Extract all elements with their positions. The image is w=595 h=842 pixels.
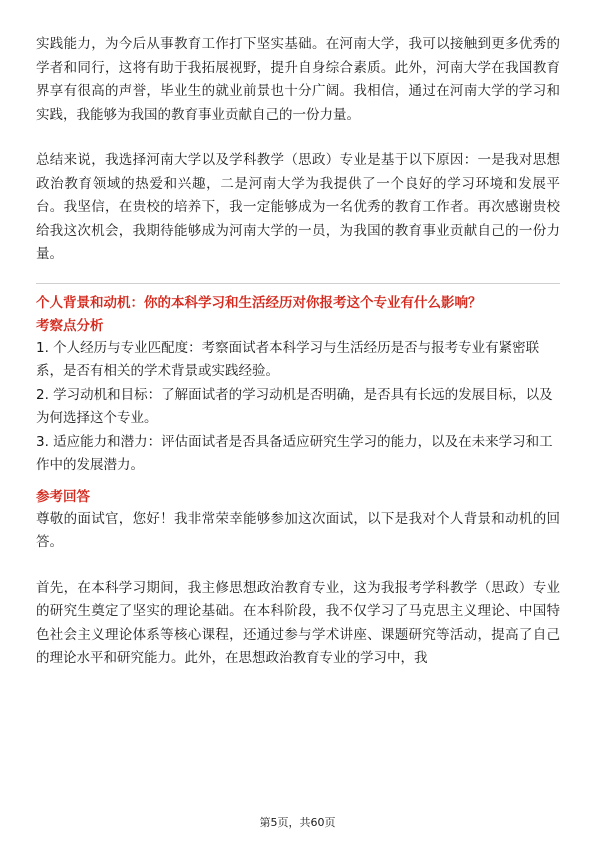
analysis-item-2: 2. 学习动机和目标：了解面试者的学习动机是否明确，是否具有长远的发展目标，以及为何选择这个专业。 — [36, 386, 553, 426]
section-divider — [36, 283, 560, 284]
page-content — [36, 33, 560, 671]
analysis-item-3: 3. 适应能力和潜力：评估面试者是否具备适应研究生学习的能力，以及在未来学习和工作中的发展潜力。 — [36, 433, 553, 473]
intro-paragraph-1: 实践能力，为今后从事教育工作打下坚实基础。在河南大学，我可以接触到更多优秀的学者和同行，这将有助于我拓展视野，提升自身综合素质。此外，河南大学在我国教育界享有很高的声誉，毕业生的就业前景也十分广阔。我相信，通过在河南大学的学习和实践，我能够为我国的教育事业贡献自己的一份力量。 — [36, 36, 560, 123]
analysis-item-1: 1. 个人经历与专业匹配度：考察面试者本科学习与生活经历是否与报考专业有紧密联系，是否有相关的学术背景或实践经验。 — [36, 339, 540, 379]
analysis-heading: 考察点分析 — [36, 317, 104, 334]
section-spacer — [36, 478, 560, 486]
paragraph-spacer — [36, 127, 560, 149]
intro-paragraph-2: 总结来说，我选择河南大学以及学科教学（思政）专业是基于以下原因：一是我对思想政治教育领域的热爱和兴趣，二是河南大学为我提供了一个良好的学习环境和发展平台。我坚信，在贵校的培养下，我一定能够成为一名优秀的教育工作者。再次感谢贵校给我这次机会，我期待能够成为河南大学的一员，为我国的教育事业贡献自己的一份力量。 — [36, 152, 560, 262]
answer-heading: 参考回答 — [36, 488, 90, 505]
answer-paragraph-1: 尊敬的面试官，您好！我非常荣幸能够参加这次面试，以下是我对个人背景和动机的回答。 — [36, 510, 560, 550]
page-number: 第5页，共60页 — [259, 816, 336, 829]
question-title: 个人背景和动机：你的本科学习和生活经历对你报考这个专业有什么影响？ — [36, 294, 482, 311]
answer-paragraph-2: 首先，在本科学习期间，我主修思想政治教育专业，这为我报考学科教学（思政）专业的研究生奠定了坚实的理论基础。在本科阶段，我不仅学习了马克思主义理论、中国特色社会主义理论体系等核心课程，还通过参与学术讲座、课题研究等活动，提高了自己的理论水平和研究能力。此外，在思想政治教育专业的学习中，我 — [36, 579, 560, 666]
paragraph-spacer — [36, 555, 560, 577]
